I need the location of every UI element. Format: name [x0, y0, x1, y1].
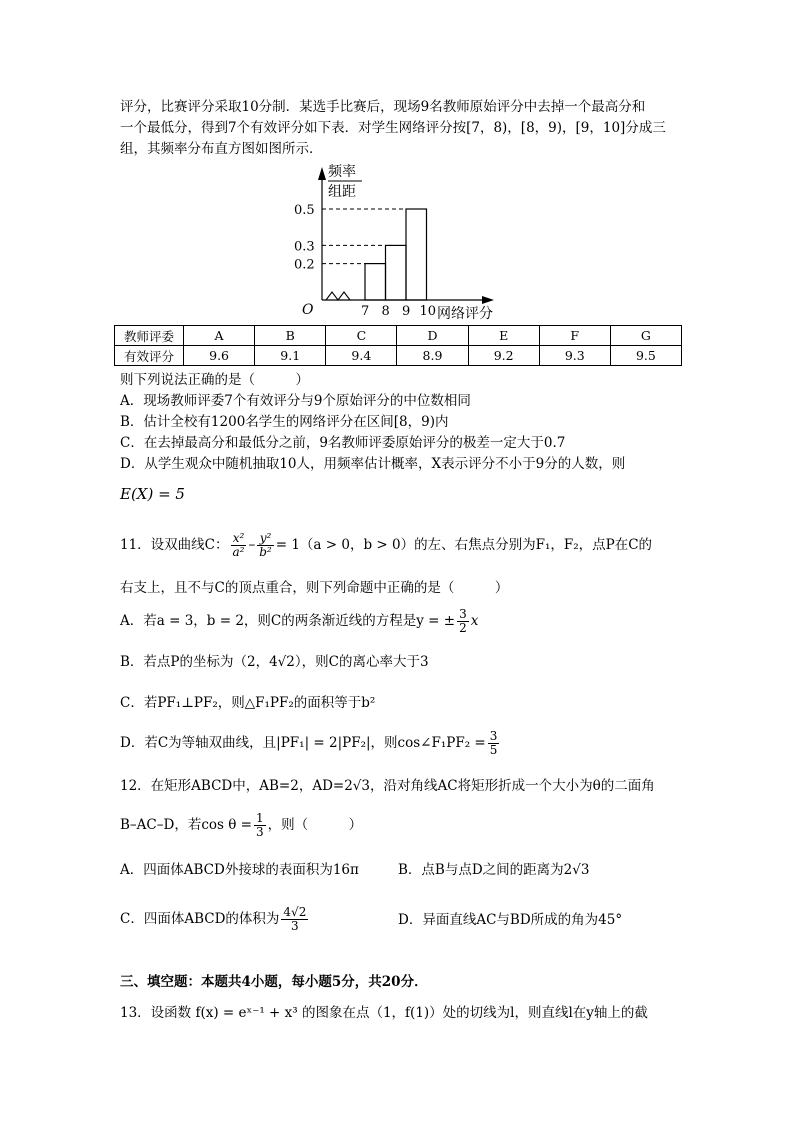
table-header-cell: F: [539, 326, 610, 346]
q11-frac-x: $\frac{\text{x²}}{\text{a²}}$: [232, 531, 245, 559]
q11-stem: 11．设双曲线C： $\frac{\text{x²}}{\text{a²}}$ – $\frac{\text{y²}}{\text{b²}}$ = 1（a > 0，b > 0）的左、右焦点分别为F₁，F₂，点P在C的: [120, 531, 653, 559]
q12-option-d: D．异面直线AC与BD所成的角为45°: [398, 912, 623, 928]
histogram-bar: [406, 209, 427, 300]
q11-option-a: A．若a = 3，b = 2，则C的两条渐近线的方程是y = ± $\frac{3}{2}$ x: [120, 607, 479, 635]
q12-option-c-frac: $\frac{4√2}{3}$: [283, 905, 307, 933]
x-axis-label: 网络评分: [437, 306, 493, 322]
x-tick-label: 9: [402, 304, 411, 319]
q10-stem: 则下列说法正确的是（ ）: [120, 372, 309, 388]
y-tick-label: 0.2: [294, 257, 315, 273]
q11-frac-y: $\frac{\text{y²}}{\text{b²}}$: [259, 531, 272, 559]
q10-option-d-formula: E(X) = 5: [120, 485, 185, 503]
q11-option-a-frac: $\frac{3}{2}$: [459, 607, 467, 635]
table-header-cell: G: [610, 326, 681, 346]
table-cell: 9.1: [255, 346, 326, 366]
q11-stem-rest: = 1（a > 0，b > 0）的左、右焦点分别为F₁，F₂，点P在C的: [275, 537, 653, 553]
x-tick-label: 10: [419, 304, 437, 319]
q12-line-2: B–AC–D，若cos θ = $\frac{1}{3}$ ，则（ ）: [120, 811, 363, 839]
q10-option-d: D．从学生观众中随机抽取10人，用频率估计概率，X表示评分不小于9分的人数，则: [120, 456, 626, 472]
table-cell: 8.9: [397, 346, 468, 366]
table-row-label: 有效评分: [115, 346, 184, 366]
origin-label: O: [302, 302, 314, 318]
histogram-bar: [386, 245, 407, 300]
teacher-score-table: [114, 325, 682, 366]
table-cell: 9.5: [610, 346, 681, 366]
frequency-histogram: [0, 0, 794, 330]
histogram-bar: [365, 264, 386, 300]
table-cell: 9.2: [468, 346, 539, 366]
table-value-row: [115, 346, 682, 366]
q11-option-c: C．若PF₁⊥PF₂，则△F₁PF₂的面积等于b²: [120, 695, 376, 711]
table-cell: 9.6: [184, 346, 255, 366]
x-tick-label: 7: [361, 304, 370, 319]
q10-option-c: C．在去掉最高分和最低分之前，9名教师评委原始评分的极差一定大于0.7: [120, 435, 566, 451]
x-axis-arrow: [482, 296, 494, 304]
y-tick-label: 0.3: [294, 239, 315, 255]
q12-option-c: C．四面体ABCD的体积为 $\frac{4√2}{3}$: [120, 905, 307, 933]
table-header-label: 教师评委: [115, 326, 184, 346]
y-axis-arrow: [318, 167, 326, 180]
q11-line-2: 右支上，且不与C的顶点重合，则下列命题中正确的是（ ）: [120, 580, 509, 596]
q12-option-b: B．点B与点D之间的距离为2√3: [398, 862, 590, 878]
intro-line-2: 一个最低分，得到7个有效评分如下表．对学生网络评分按[7，8)，[8，9)，[9，10]分成三: [120, 120, 666, 136]
y-label-bottom: 组距: [328, 184, 356, 200]
table-header-cell: C: [326, 326, 397, 346]
table-cell: 9.3: [539, 346, 610, 366]
axis-break: [326, 292, 350, 300]
table-header-row: [115, 326, 682, 346]
table-header-cell: A: [184, 326, 255, 346]
q10-option-b: B．估计全校有1200名学生的网络评分在区间[8，9)内: [120, 414, 449, 430]
table-cell: 9.4: [326, 346, 397, 366]
q11-number: 11．设双曲线C：: [120, 537, 229, 553]
table-header-cell: E: [468, 326, 539, 346]
q13-text: 13．设函数 f(x) = eˣ⁻¹ + x³ 的图象在点（1，f(1)）处的切线为l，则直线l在y轴上的截: [120, 1005, 648, 1021]
y-tick-label: 0.5: [294, 203, 315, 218]
q11-option-d-frac: $\frac{3}{5}$: [489, 729, 498, 757]
q12-option-a: A．四面体ABCD外接球的表面积为16π: [120, 862, 359, 878]
intro-line-3: 组，其频率分布直方图如图所示．: [120, 141, 323, 157]
q12-frac: $\frac{1}{3}$: [255, 811, 264, 839]
q12-line-1: 12．在矩形ABCD中，AB=2，AD=2√3，沿对角线AC将矩形折成一个大小为θ的二面角: [120, 778, 655, 794]
x-tick-label: 8: [381, 304, 390, 319]
table-header-cell: B: [255, 326, 326, 346]
q10-option-a: A．现场教师评委7个有效评分与9个原始评分的中位数相同: [120, 393, 471, 409]
q11-option-d: D．若C为等轴双曲线，且|PF₁| = 2|PF₂|，则cos∠F₁PF₂ = $\frac{3}{5}$: [120, 729, 498, 757]
intro-line-1: 评分，比赛评分采取10分制．某选手比赛后，现场9名教师原始评分中去掉一个最高分和: [120, 99, 646, 115]
table-header-cell: D: [397, 326, 468, 346]
q11-option-b: B．若点P的坐标为（2，4√2），则C的离心率大于3: [120, 654, 429, 670]
section-3-heading: 三、填空题：本题共4小题，每小题5分，共20分．: [120, 974, 428, 990]
y-label-top: 频率: [328, 164, 356, 180]
